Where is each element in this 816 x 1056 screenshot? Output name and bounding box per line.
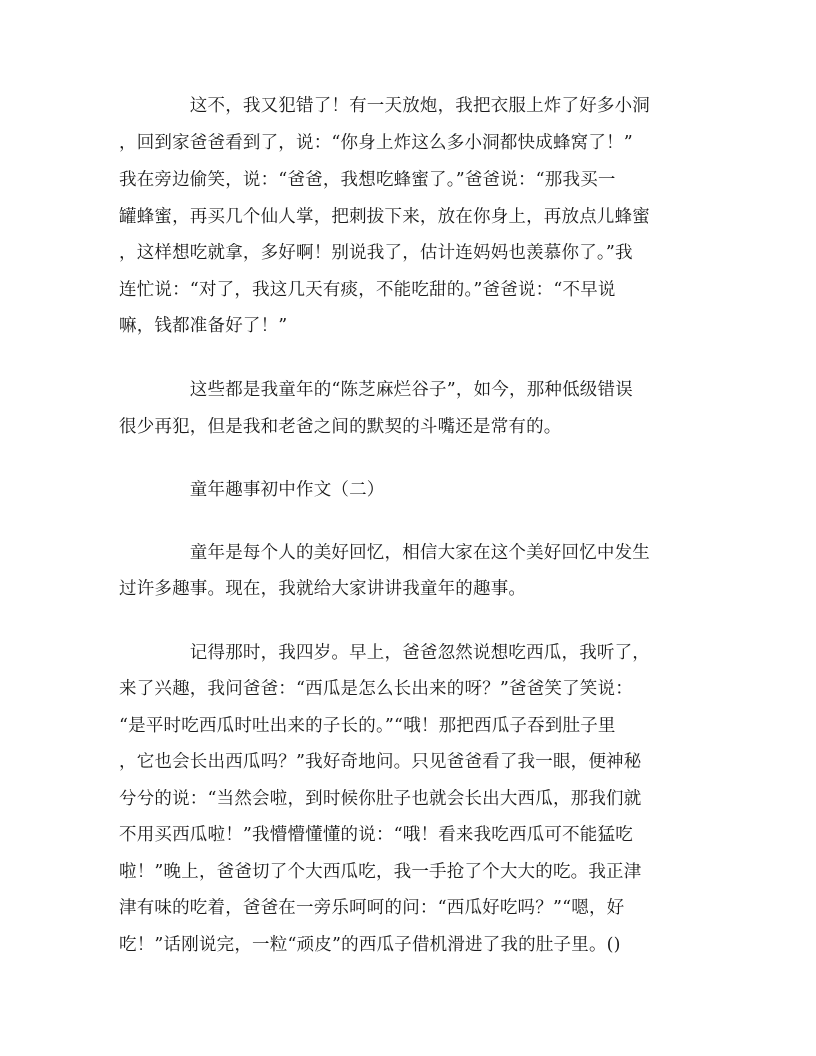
text-line: 童年是每个人的美好回忆，相信大家在这个美好回忆中发生 (119, 543, 650, 563)
text-line: 啦！”晚上，爸爸切了个大西瓜吃，我一手抢了个大大的吃。我正津 (119, 862, 642, 882)
text-line: ，回到家爸爸看到了，说：“你身上炸这么多小洞都快成蜂窝了！” (119, 133, 633, 153)
text-line: ，这样想吃就拿，多好啊！别说我了，估计连妈妈也羡慕你了。”我 (119, 243, 633, 263)
text-line: 记得那时，我四岁。早上，爸爸忽然说想吃西瓜，我听了， (119, 643, 650, 663)
text-line: “是平时吃西瓜时吐出来的子长的。”“哦！那把西瓜子吞到肚子里 (119, 716, 616, 736)
text-line: 连忙说：“对了，我这几天有痰，不能吃甜的。”爸爸说：“不早说 (119, 280, 616, 300)
text-line: 津有味的吃着，爸爸在一旁乐呵呵的问：“西瓜好吃吗？”“嗯，好 (119, 898, 625, 918)
text-line: 罐蜂蜜，再买几个仙人掌，把刺拔下来，放在你身上，再放点儿蜂蜜 (119, 207, 650, 227)
text-line: 吃！”话刚说完，一粒“顽皮”的西瓜子借机滑进了我的肚子里。() (119, 935, 621, 955)
text-line: 嘛，钱都准备好了！” (119, 316, 288, 336)
text-line: 来了兴趣，我问爸爸：“西瓜是怎么长出来的呀？”爸爸笑了笑说： (119, 679, 633, 699)
text-line: ，它也会长出西瓜吗？”我好奇地问。只见爸爸看了我一眼，便神秘 (119, 752, 642, 772)
text-line: 过许多趣事。现在，我就给大家讲讲我童年的趣事。 (119, 579, 527, 599)
text-line: 兮兮的说：“当然会啦，到时候你肚子也就会长出大西瓜，那我们就 (119, 789, 642, 809)
text-line: 这些都是我童年的“陈芝麻烂谷子”，如今，那种低级错误 (119, 380, 633, 400)
section-heading: 童年趣事初中作文（二） (119, 480, 385, 500)
text-line: 很少再犯，但是我和老爸之间的默契的斗嘴还是常有的。 (119, 417, 562, 437)
text-line: 这不，我又犯错了！有一天放炮，我把衣服上炸了好多小洞 (119, 96, 650, 116)
text-line: 我在旁边偷笑，说：“爸爸，我想吃蜂蜜了。”爸爸说：“那我买一 (119, 170, 616, 190)
text-line: 不用买西瓜啦！”我懵懵懂懂的说：“哦！看来我吃西瓜可不能猛吃 (119, 825, 633, 845)
